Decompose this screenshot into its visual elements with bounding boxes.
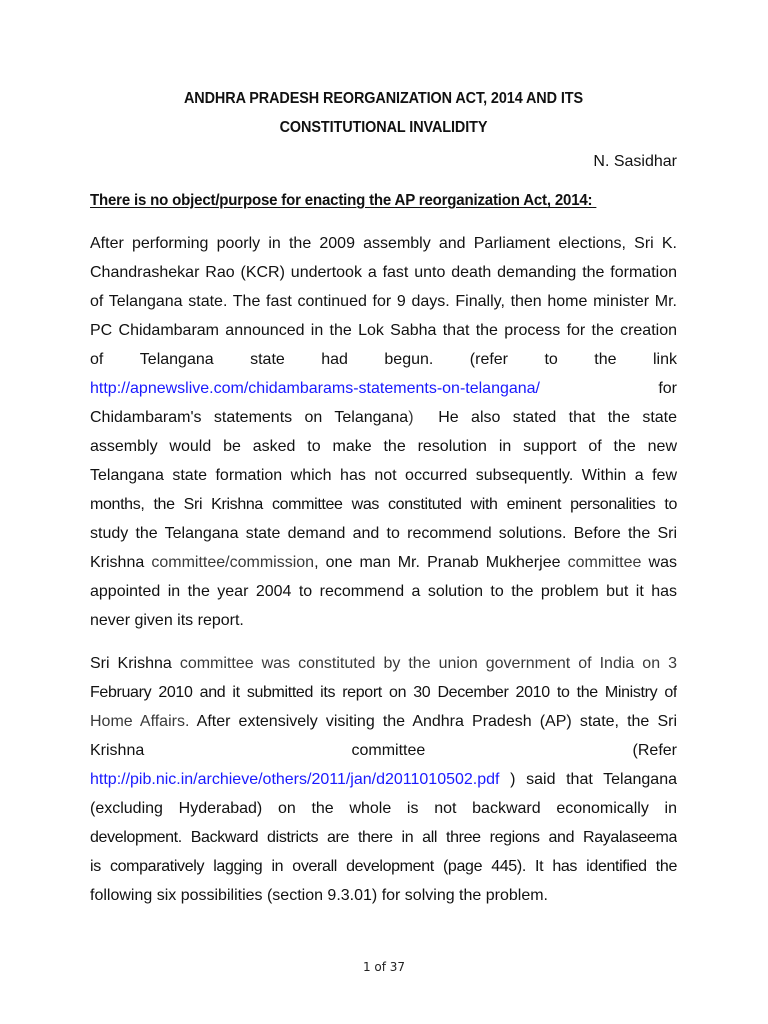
- text-run: After extensively visiting the Andhra Pradesh (AP) state, the Sri: [189, 713, 677, 730]
- word: Krishna: [90, 742, 145, 759]
- paragraph-line: [90, 794, 677, 823]
- author-name: N. Sasidhar: [593, 153, 677, 170]
- text-run: Chidambaram's statements on Telangana: [90, 409, 409, 426]
- word: economically: [556, 800, 649, 817]
- word: (Refer: [632, 742, 677, 759]
- word: (excluding: [90, 800, 163, 817]
- word: had: [321, 351, 348, 368]
- pib-report-link[interactable]: http://pib.nic.in/archieve/others/2011/jan/d2011010502.pdf: [90, 771, 500, 788]
- paragraph-line: never given its report.: [90, 612, 244, 629]
- paragraph-line: appointed in the year 2004 to recommend a solution to the problem but it has: [90, 583, 677, 600]
- text-run: committee: [567, 554, 642, 571]
- paragraph-line: [90, 548, 677, 577]
- text-run: , one man Mr. Pranab Mukherjee: [314, 554, 568, 571]
- text-run: committee was constituted by the union government of India on 3: [171, 655, 677, 672]
- paragraph-line: months, the Sri Krishna committee was constituted with eminent personalities to: [90, 496, 677, 513]
- paragraph-1: [90, 229, 677, 635]
- paragraph-line: February 2010 and it submitted its report on 30 December 2010 to the Ministry of: [90, 684, 677, 701]
- word: begun.: [384, 351, 434, 368]
- text-run: Home Affairs.: [90, 713, 190, 730]
- paragraph-line: is comparatively lagging in overall development (page 445). It has identified the: [90, 858, 677, 875]
- paragraph-line: of Telangana state. The fast continued for 9 days. Finally, then home minister Mr.: [90, 293, 677, 310]
- paragraph-line: [90, 765, 677, 794]
- word: Hyderabad): [178, 800, 263, 817]
- paragraph-line: [90, 649, 677, 678]
- word: in: [664, 800, 677, 817]
- text-run: was: [641, 554, 677, 571]
- paragraph-line: [90, 403, 677, 432]
- document-title-line-2: CONSTITUTIONAL INVALIDITY: [279, 119, 488, 136]
- paragraph-line: following six possibilities (section 9.3.01) for solving the problem.: [90, 887, 548, 904]
- paragraph-line: [90, 707, 677, 736]
- paragraph-line: After performing poorly in the 2009 assembly and Parliament elections, Sri K.: [90, 235, 677, 252]
- section-heading: There is no object/purpose for enacting the AP reorganization Act, 2014:: [90, 192, 597, 209]
- word: for: [658, 380, 677, 397]
- paragraph-line: Telangana state formation which has not occurred subsequently. Within a few: [90, 467, 677, 484]
- word: of: [90, 351, 104, 368]
- text-run: He also stated that the state: [413, 409, 677, 426]
- text-run: ): [408, 409, 414, 426]
- text-run: ) said that Telangana: [499, 771, 677, 788]
- word: committee: [351, 742, 426, 759]
- word: (refer: [469, 351, 509, 368]
- paragraph-line: [90, 736, 677, 765]
- text-run: Krishna: [90, 554, 152, 571]
- word: backward: [472, 800, 541, 817]
- word: state: [250, 351, 285, 368]
- word: Telangana: [139, 351, 214, 368]
- paragraph-line: development. Backward districts are there in all three regions and Rayalaseema: [90, 829, 677, 846]
- word: not: [434, 800, 457, 817]
- word: to: [544, 351, 558, 368]
- word: on: [277, 800, 296, 817]
- word: the: [594, 351, 617, 368]
- paragraph-line: Chandrashekar Rao (KCR) undertook a fast unto death demanding the formation: [90, 264, 677, 281]
- paragraph-line: [90, 374, 677, 403]
- word: link: [652, 351, 677, 368]
- document-title-line-1: ANDHRA PRADESH REORGANIZATION ACT, 2014 AND ITS: [183, 90, 584, 107]
- paragraph-line: study the Telangana state demand and to recommend solutions. Before the Sri: [90, 525, 677, 542]
- paragraph-line: assembly would be asked to make the resolution in support of the new: [90, 438, 677, 455]
- paragraph-line: PC Chidambaram announced in the Lok Sabha that the process for the creation: [90, 322, 677, 339]
- text-run: committee/commission: [151, 554, 315, 571]
- word: is: [406, 800, 419, 817]
- paragraph-line: [90, 345, 677, 374]
- page-indicator: 1 of 37: [362, 960, 406, 974]
- chidambaram-statements-link[interactable]: http://apnewslive.com/chidambarams-statements-on-telangana/: [90, 380, 540, 397]
- word: the: [311, 800, 334, 817]
- paragraph-2: [90, 649, 677, 910]
- word: whole: [349, 800, 392, 817]
- text-run: Sri Krishna: [90, 655, 172, 672]
